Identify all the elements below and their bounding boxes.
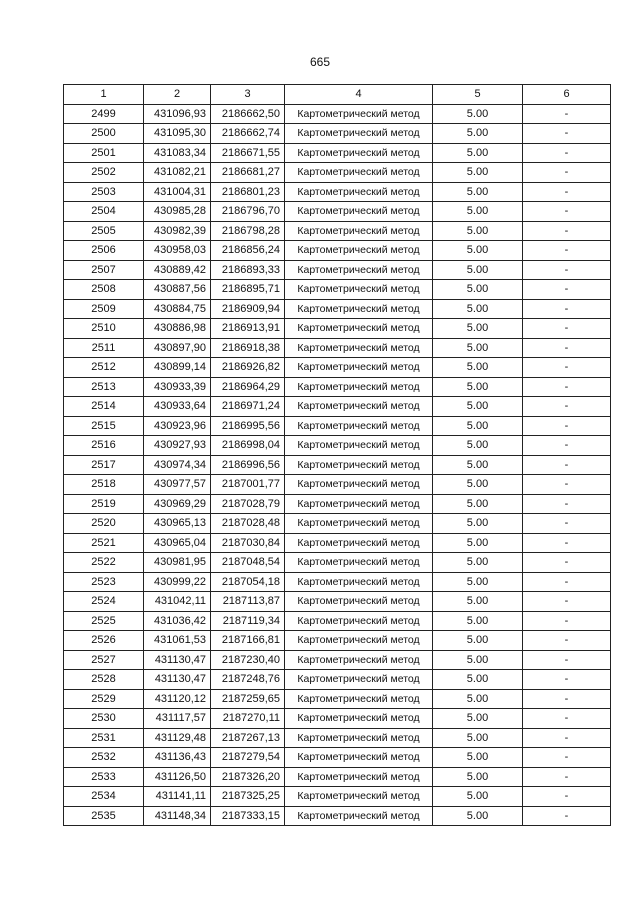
accuracy-cell: 5.00 (433, 280, 523, 300)
accuracy-cell: 5.00 (433, 182, 523, 202)
x-coordinate-cell: 430965,04 (144, 533, 211, 553)
x-coordinate-cell: 431120,12 (144, 689, 211, 709)
point-number-cell: 2505 (64, 221, 144, 241)
method-cell: Картометрический метод (285, 143, 433, 163)
accuracy-cell: 5.00 (433, 748, 523, 768)
y-coordinate-cell: 2186913,91 (211, 319, 285, 339)
note-cell: - (523, 260, 611, 280)
point-number-cell: 2518 (64, 475, 144, 495)
point-number-cell: 2535 (64, 806, 144, 826)
accuracy-cell: 5.00 (433, 358, 523, 378)
method-cell: Картометрический метод (285, 631, 433, 651)
point-number-cell: 2516 (64, 436, 144, 456)
note-cell: - (523, 358, 611, 378)
table-row (64, 358, 611, 378)
y-coordinate-cell: 2187326,20 (211, 767, 285, 787)
accuracy-cell: 5.00 (433, 670, 523, 690)
point-number-cell: 2529 (64, 689, 144, 709)
note-cell: - (523, 475, 611, 495)
note-cell: - (523, 553, 611, 573)
table-row (64, 163, 611, 183)
accuracy-cell: 5.00 (433, 397, 523, 417)
x-coordinate-cell: 430977,57 (144, 475, 211, 495)
y-coordinate-cell: 2186918,38 (211, 338, 285, 358)
note-cell: - (523, 455, 611, 475)
x-coordinate-cell: 430969,29 (144, 494, 211, 514)
method-cell: Картометрический метод (285, 436, 433, 456)
note-cell: - (523, 241, 611, 261)
x-coordinate-cell: 431042,11 (144, 592, 211, 612)
note-cell: - (523, 787, 611, 807)
x-coordinate-cell: 431141,11 (144, 787, 211, 807)
column-header: 3 (211, 85, 285, 105)
table-row (64, 397, 611, 417)
method-cell: Картометрический метод (285, 202, 433, 222)
method-cell: Картометрический метод (285, 767, 433, 787)
note-cell: - (523, 670, 611, 690)
x-coordinate-cell: 431036,42 (144, 611, 211, 631)
note-cell: - (523, 748, 611, 768)
y-coordinate-cell: 2186681,27 (211, 163, 285, 183)
accuracy-cell: 5.00 (433, 553, 523, 573)
y-coordinate-cell: 2187113,87 (211, 592, 285, 612)
y-coordinate-cell: 2186662,74 (211, 124, 285, 144)
note-cell: - (523, 592, 611, 612)
accuracy-cell: 5.00 (433, 124, 523, 144)
x-coordinate-cell: 430985,28 (144, 202, 211, 222)
y-coordinate-cell: 2187267,13 (211, 728, 285, 748)
point-number-cell: 2522 (64, 553, 144, 573)
x-coordinate-cell: 430933,39 (144, 377, 211, 397)
table-row (64, 241, 611, 261)
table-row (64, 806, 611, 826)
method-cell: Картометрический метод (285, 280, 433, 300)
method-cell: Картометрический метод (285, 104, 433, 124)
y-coordinate-cell: 2187333,15 (211, 806, 285, 826)
column-header: 1 (64, 85, 144, 105)
x-coordinate-cell: 430933,64 (144, 397, 211, 417)
method-cell: Картометрический метод (285, 221, 433, 241)
method-cell: Картометрический метод (285, 650, 433, 670)
table-row (64, 455, 611, 475)
note-cell: - (523, 611, 611, 631)
method-cell: Картометрический метод (285, 553, 433, 573)
table-row (64, 436, 611, 456)
table-row (64, 787, 611, 807)
x-coordinate-cell: 430889,42 (144, 260, 211, 280)
accuracy-cell: 5.00 (433, 709, 523, 729)
note-cell: - (523, 338, 611, 358)
y-coordinate-cell: 2187166,81 (211, 631, 285, 651)
method-cell: Картометрический метод (285, 533, 433, 553)
table-row (64, 494, 611, 514)
table-row (64, 611, 611, 631)
accuracy-cell: 5.00 (433, 143, 523, 163)
method-cell: Картометрический метод (285, 182, 433, 202)
method-cell: Картометрический метод (285, 124, 433, 144)
point-number-cell: 2501 (64, 143, 144, 163)
point-number-cell: 2514 (64, 397, 144, 417)
point-number-cell: 2530 (64, 709, 144, 729)
page-number: 665 (309, 55, 331, 69)
y-coordinate-cell: 2187248,76 (211, 670, 285, 690)
table-row (64, 748, 611, 768)
x-coordinate-cell: 431004,31 (144, 182, 211, 202)
point-number-cell: 2528 (64, 670, 144, 690)
point-number-cell: 2500 (64, 124, 144, 144)
table-row (64, 670, 611, 690)
accuracy-cell: 5.00 (433, 377, 523, 397)
note-cell: - (523, 280, 611, 300)
method-cell: Картометрический метод (285, 299, 433, 319)
accuracy-cell: 5.00 (433, 611, 523, 631)
accuracy-cell: 5.00 (433, 806, 523, 826)
y-coordinate-cell: 2186964,29 (211, 377, 285, 397)
method-cell: Картометрический метод (285, 319, 433, 339)
point-number-cell: 2512 (64, 358, 144, 378)
y-coordinate-cell: 2186662,50 (211, 104, 285, 124)
x-coordinate-cell: 431126,50 (144, 767, 211, 787)
y-coordinate-cell: 2186798,28 (211, 221, 285, 241)
accuracy-cell: 5.00 (433, 514, 523, 534)
method-cell: Картометрический метод (285, 728, 433, 748)
accuracy-cell: 5.00 (433, 455, 523, 475)
table-row (64, 377, 611, 397)
note-cell: - (523, 806, 611, 826)
note-cell: - (523, 397, 611, 417)
x-coordinate-cell: 430927,93 (144, 436, 211, 456)
point-number-cell: 2520 (64, 514, 144, 534)
method-cell: Картометрический метод (285, 416, 433, 436)
y-coordinate-cell: 2187028,48 (211, 514, 285, 534)
table-row (64, 689, 611, 709)
table-row (64, 280, 611, 300)
method-cell: Картометрический метод (285, 611, 433, 631)
table-row (64, 709, 611, 729)
x-coordinate-cell: 431095,30 (144, 124, 211, 144)
y-coordinate-cell: 2186856,24 (211, 241, 285, 261)
accuracy-cell: 5.00 (433, 260, 523, 280)
table-body (64, 104, 611, 826)
point-number-cell: 2502 (64, 163, 144, 183)
accuracy-cell: 5.00 (433, 767, 523, 787)
y-coordinate-cell: 2187030,84 (211, 533, 285, 553)
table-row (64, 572, 611, 592)
table-row (64, 533, 611, 553)
y-coordinate-cell: 2187028,79 (211, 494, 285, 514)
table-row (64, 631, 611, 651)
y-coordinate-cell: 2186996,56 (211, 455, 285, 475)
method-cell: Картометрический метод (285, 592, 433, 612)
point-number-cell: 2521 (64, 533, 144, 553)
method-cell: Картометрический метод (285, 163, 433, 183)
note-cell: - (523, 163, 611, 183)
accuracy-cell: 5.00 (433, 689, 523, 709)
accuracy-cell: 5.00 (433, 416, 523, 436)
method-cell: Картометрический метод (285, 494, 433, 514)
method-cell: Картометрический метод (285, 358, 433, 378)
note-cell: - (523, 436, 611, 456)
accuracy-cell: 5.00 (433, 299, 523, 319)
table-row (64, 650, 611, 670)
y-coordinate-cell: 2187270,11 (211, 709, 285, 729)
note-cell: - (523, 631, 611, 651)
x-coordinate-cell: 430958,03 (144, 241, 211, 261)
coordinates-table (63, 84, 611, 826)
x-coordinate-cell: 430999,22 (144, 572, 211, 592)
point-number-cell: 2523 (64, 572, 144, 592)
x-coordinate-cell: 430899,14 (144, 358, 211, 378)
point-number-cell: 2509 (64, 299, 144, 319)
x-coordinate-cell: 430923,96 (144, 416, 211, 436)
method-cell: Картометрический метод (285, 475, 433, 495)
x-coordinate-cell: 431083,34 (144, 143, 211, 163)
table-header-row (64, 85, 611, 105)
point-number-cell: 2532 (64, 748, 144, 768)
note-cell: - (523, 416, 611, 436)
table-row (64, 338, 611, 358)
method-cell: Картометрический метод (285, 806, 433, 826)
note-cell: - (523, 299, 611, 319)
point-number-cell: 2519 (64, 494, 144, 514)
accuracy-cell: 5.00 (433, 104, 523, 124)
point-number-cell: 2531 (64, 728, 144, 748)
point-number-cell: 2511 (64, 338, 144, 358)
method-cell: Картометрический метод (285, 397, 433, 417)
method-cell: Картометрический метод (285, 514, 433, 534)
x-coordinate-cell: 431130,47 (144, 650, 211, 670)
y-coordinate-cell: 2186895,71 (211, 280, 285, 300)
table-row (64, 767, 611, 787)
note-cell: - (523, 494, 611, 514)
point-number-cell: 2524 (64, 592, 144, 612)
x-coordinate-cell: 431082,21 (144, 163, 211, 183)
table-row (64, 475, 611, 495)
note-cell: - (523, 143, 611, 163)
point-number-cell: 2517 (64, 455, 144, 475)
method-cell: Картометрический метод (285, 787, 433, 807)
column-header: 6 (523, 85, 611, 105)
method-cell: Картометрический метод (285, 670, 433, 690)
y-coordinate-cell: 2187048,54 (211, 553, 285, 573)
point-number-cell: 2515 (64, 416, 144, 436)
note-cell: - (523, 124, 611, 144)
note-cell: - (523, 728, 611, 748)
table-row (64, 260, 611, 280)
method-cell: Картометрический метод (285, 455, 433, 475)
accuracy-cell: 5.00 (433, 241, 523, 261)
x-coordinate-cell: 430965,13 (144, 514, 211, 534)
x-coordinate-cell: 431136,43 (144, 748, 211, 768)
x-coordinate-cell: 431129,48 (144, 728, 211, 748)
x-coordinate-cell: 431117,57 (144, 709, 211, 729)
note-cell: - (523, 514, 611, 534)
note-cell: - (523, 104, 611, 124)
note-cell: - (523, 650, 611, 670)
table-row (64, 299, 611, 319)
x-coordinate-cell: 430884,75 (144, 299, 211, 319)
note-cell: - (523, 377, 611, 397)
table-row (64, 553, 611, 573)
method-cell: Картометрический метод (285, 377, 433, 397)
method-cell: Картометрический метод (285, 338, 433, 358)
accuracy-cell: 5.00 (433, 202, 523, 222)
point-number-cell: 2507 (64, 260, 144, 280)
accuracy-cell: 5.00 (433, 631, 523, 651)
table-row (64, 124, 611, 144)
method-cell: Картометрический метод (285, 689, 433, 709)
accuracy-cell: 5.00 (433, 650, 523, 670)
y-coordinate-cell: 2186971,24 (211, 397, 285, 417)
method-cell: Картометрический метод (285, 572, 433, 592)
x-coordinate-cell: 430887,56 (144, 280, 211, 300)
method-cell: Картометрический метод (285, 748, 433, 768)
y-coordinate-cell: 2186995,56 (211, 416, 285, 436)
note-cell: - (523, 182, 611, 202)
accuracy-cell: 5.00 (433, 787, 523, 807)
point-number-cell: 2526 (64, 631, 144, 651)
x-coordinate-cell: 430897,90 (144, 338, 211, 358)
accuracy-cell: 5.00 (433, 319, 523, 339)
y-coordinate-cell: 2186801,23 (211, 182, 285, 202)
table-row (64, 728, 611, 748)
note-cell: - (523, 319, 611, 339)
note-cell: - (523, 572, 611, 592)
accuracy-cell: 5.00 (433, 163, 523, 183)
x-coordinate-cell: 431061,53 (144, 631, 211, 651)
y-coordinate-cell: 2186893,33 (211, 260, 285, 280)
accuracy-cell: 5.00 (433, 338, 523, 358)
y-coordinate-cell: 2187230,40 (211, 650, 285, 670)
x-coordinate-cell: 430974,34 (144, 455, 211, 475)
table-row (64, 221, 611, 241)
y-coordinate-cell: 2187001,77 (211, 475, 285, 495)
note-cell: - (523, 767, 611, 787)
y-coordinate-cell: 2187259,65 (211, 689, 285, 709)
table-row (64, 592, 611, 612)
point-number-cell: 2504 (64, 202, 144, 222)
table-row (64, 202, 611, 222)
x-coordinate-cell: 431148,34 (144, 806, 211, 826)
accuracy-cell: 5.00 (433, 572, 523, 592)
x-coordinate-cell: 430981,95 (144, 553, 211, 573)
table-row (64, 143, 611, 163)
y-coordinate-cell: 2187279,54 (211, 748, 285, 768)
point-number-cell: 2510 (64, 319, 144, 339)
point-number-cell: 2503 (64, 182, 144, 202)
point-number-cell: 2527 (64, 650, 144, 670)
note-cell: - (523, 709, 611, 729)
point-number-cell: 2525 (64, 611, 144, 631)
y-coordinate-cell: 2187325,25 (211, 787, 285, 807)
method-cell: Картометрический метод (285, 260, 433, 280)
table-row (64, 182, 611, 202)
y-coordinate-cell: 2187054,18 (211, 572, 285, 592)
y-coordinate-cell: 2186926,82 (211, 358, 285, 378)
column-header: 4 (285, 85, 433, 105)
table-row (64, 319, 611, 339)
y-coordinate-cell: 2186909,94 (211, 299, 285, 319)
accuracy-cell: 5.00 (433, 475, 523, 495)
point-number-cell: 2513 (64, 377, 144, 397)
x-coordinate-cell: 430982,39 (144, 221, 211, 241)
y-coordinate-cell: 2186671,55 (211, 143, 285, 163)
accuracy-cell: 5.00 (433, 494, 523, 514)
column-header: 5 (433, 85, 523, 105)
method-cell: Картометрический метод (285, 709, 433, 729)
accuracy-cell: 5.00 (433, 592, 523, 612)
x-coordinate-cell: 430886,98 (144, 319, 211, 339)
note-cell: - (523, 689, 611, 709)
table-row (64, 514, 611, 534)
point-number-cell: 2506 (64, 241, 144, 261)
y-coordinate-cell: 2186796,70 (211, 202, 285, 222)
y-coordinate-cell: 2186998,04 (211, 436, 285, 456)
x-coordinate-cell: 431130,47 (144, 670, 211, 690)
accuracy-cell: 5.00 (433, 221, 523, 241)
x-coordinate-cell: 431096,93 (144, 104, 211, 124)
point-number-cell: 2508 (64, 280, 144, 300)
point-number-cell: 2499 (64, 104, 144, 124)
note-cell: - (523, 221, 611, 241)
point-number-cell: 2534 (64, 787, 144, 807)
method-cell: Картометрический метод (285, 241, 433, 261)
accuracy-cell: 5.00 (433, 728, 523, 748)
y-coordinate-cell: 2187119,34 (211, 611, 285, 631)
table-row (64, 416, 611, 436)
accuracy-cell: 5.00 (433, 533, 523, 553)
note-cell: - (523, 533, 611, 553)
accuracy-cell: 5.00 (433, 436, 523, 456)
column-header: 2 (144, 85, 211, 105)
point-number-cell: 2533 (64, 767, 144, 787)
table-row (64, 104, 611, 124)
note-cell: - (523, 202, 611, 222)
